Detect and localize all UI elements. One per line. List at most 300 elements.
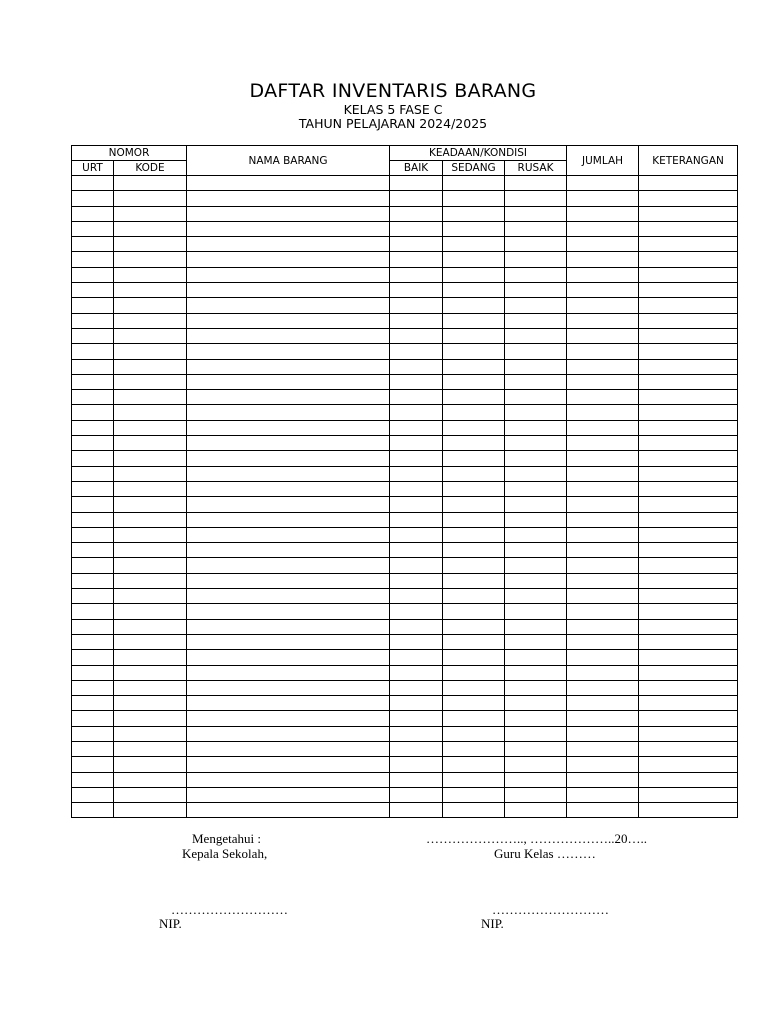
table-cell [505, 589, 567, 604]
table-row [72, 405, 738, 420]
table-cell [72, 665, 114, 680]
table-cell [187, 466, 390, 481]
table-cell [187, 436, 390, 451]
signature-teacher-nip: NIP. [481, 916, 504, 931]
table-cell [187, 497, 390, 512]
table-cell [187, 803, 390, 818]
table-cell [114, 436, 187, 451]
table-cell [639, 650, 738, 665]
table-cell [72, 481, 114, 496]
table-cell [505, 558, 567, 573]
table-cell [567, 711, 639, 726]
table-cell [187, 374, 390, 389]
header-kode: KODE [114, 161, 187, 176]
table-cell [114, 451, 187, 466]
table-cell [567, 451, 639, 466]
table-cell [443, 298, 505, 313]
table-cell [72, 283, 114, 298]
table-cell [187, 206, 390, 221]
table-row [72, 436, 738, 451]
table-cell [505, 313, 567, 328]
table-cell [639, 451, 738, 466]
table-cell [390, 283, 443, 298]
table-cell [505, 650, 567, 665]
table-cell [567, 405, 639, 420]
signature-principal-nip: NIP. [159, 916, 182, 931]
table-cell [72, 527, 114, 542]
table-cell [390, 237, 443, 252]
table-row [72, 390, 738, 405]
table-cell [567, 665, 639, 680]
table-cell [114, 512, 187, 527]
table-cell [639, 726, 738, 741]
table-cell [505, 481, 567, 496]
table-cell [114, 711, 187, 726]
table-cell [72, 436, 114, 451]
table-row [72, 634, 738, 649]
table-cell [443, 497, 505, 512]
table-cell [567, 191, 639, 206]
table-cell [639, 466, 738, 481]
table-cell [114, 558, 187, 573]
table-cell [72, 237, 114, 252]
table-cell [114, 344, 187, 359]
table-row [72, 543, 738, 558]
table-cell [114, 665, 187, 680]
table-cell [443, 252, 505, 267]
table-cell [114, 680, 187, 695]
table-cell [443, 787, 505, 802]
table-row [72, 206, 738, 221]
table-cell [567, 344, 639, 359]
table-cell [390, 803, 443, 818]
table-row [72, 176, 738, 191]
table-cell [639, 252, 738, 267]
class-subtitle: KELAS 5 FASE C [343, 102, 443, 117]
table-cell [187, 527, 390, 542]
table-row [72, 374, 738, 389]
table-cell [567, 589, 639, 604]
table-cell [639, 436, 738, 451]
table-cell [567, 176, 639, 191]
table-cell [114, 696, 187, 711]
table-cell [187, 512, 390, 527]
table-cell [639, 573, 738, 588]
table-cell [114, 726, 187, 741]
header-rusak: RUSAK [505, 161, 567, 176]
table-cell [505, 772, 567, 787]
table-cell [567, 267, 639, 282]
table-cell [639, 298, 738, 313]
table-cell [639, 634, 738, 649]
table-cell [443, 665, 505, 680]
table-cell [639, 558, 738, 573]
signature-principal-title: Kepala Sekolah, [182, 846, 268, 861]
table-row [72, 466, 738, 481]
table-cell [505, 206, 567, 221]
table-cell [639, 221, 738, 236]
table-cell [72, 650, 114, 665]
table-cell [567, 726, 639, 741]
table-cell [114, 390, 187, 405]
table-cell [114, 328, 187, 343]
table-cell [390, 604, 443, 619]
inventory-table [71, 145, 738, 818]
table-body [72, 176, 738, 818]
table-cell [505, 283, 567, 298]
table-cell [443, 589, 505, 604]
table-cell [443, 237, 505, 252]
table-cell [72, 680, 114, 695]
table-row [72, 680, 738, 695]
table-cell [639, 283, 738, 298]
table-cell [390, 405, 443, 420]
table-cell [639, 481, 738, 496]
table-cell [505, 527, 567, 542]
table-cell [114, 466, 187, 481]
table-cell [443, 543, 505, 558]
table-cell [567, 481, 639, 496]
table-cell [390, 191, 443, 206]
table-cell [567, 757, 639, 772]
table-cell [390, 650, 443, 665]
table-cell [443, 757, 505, 772]
table-cell [505, 267, 567, 282]
table-cell [639, 680, 738, 695]
table-cell [443, 696, 505, 711]
table-cell [443, 680, 505, 695]
table-cell [639, 512, 738, 527]
table-row [72, 619, 738, 634]
table-cell [443, 191, 505, 206]
table-cell [72, 787, 114, 802]
table-cell [114, 252, 187, 267]
table-cell [390, 680, 443, 695]
table-cell [72, 206, 114, 221]
table-cell [567, 772, 639, 787]
table-row [72, 344, 738, 359]
table-cell [187, 634, 390, 649]
table-cell [505, 619, 567, 634]
table-cell [390, 787, 443, 802]
table-cell [390, 420, 443, 435]
table-row [72, 497, 738, 512]
table-cell [72, 221, 114, 236]
table-cell [187, 420, 390, 435]
table-cell [505, 359, 567, 374]
table-cell [72, 573, 114, 588]
table-cell [390, 221, 443, 236]
table-cell [639, 328, 738, 343]
header-keadaan-kondisi: KEADAAN/KONDISI [390, 146, 567, 161]
table-cell [567, 466, 639, 481]
table-cell [390, 543, 443, 558]
table-cell [639, 619, 738, 634]
table-cell [390, 313, 443, 328]
table-cell [567, 252, 639, 267]
table-cell [187, 191, 390, 206]
table-cell [114, 604, 187, 619]
table-cell [390, 374, 443, 389]
table-cell [114, 298, 187, 313]
table-row [72, 558, 738, 573]
table-cell [443, 328, 505, 343]
table-cell [567, 787, 639, 802]
table-cell [505, 634, 567, 649]
table-cell [187, 405, 390, 420]
table-row [72, 512, 738, 527]
table-cell [187, 283, 390, 298]
table-row [72, 527, 738, 542]
table-cell [639, 696, 738, 711]
table-cell [505, 497, 567, 512]
table-cell [72, 512, 114, 527]
table-cell [114, 267, 187, 282]
table-cell [639, 405, 738, 420]
table-cell [187, 344, 390, 359]
table-cell [390, 558, 443, 573]
table-cell [639, 604, 738, 619]
table-cell [390, 481, 443, 496]
table-cell [72, 634, 114, 649]
table-cell [114, 543, 187, 558]
table-cell [639, 711, 738, 726]
table-cell [567, 696, 639, 711]
signature-place-date: ………………….., ………………..20….. [426, 831, 647, 846]
table-cell [72, 497, 114, 512]
year-subtitle: TAHUN PELAJARAN 2024/2025 [298, 116, 488, 131]
table-cell [639, 772, 738, 787]
table-cell [505, 374, 567, 389]
table-cell [443, 512, 505, 527]
table-cell [187, 313, 390, 328]
table-cell [114, 191, 187, 206]
table-cell [187, 772, 390, 787]
table-cell [639, 359, 738, 374]
table-cell [567, 313, 639, 328]
table-row [72, 283, 738, 298]
table-cell [639, 390, 738, 405]
table-cell [72, 344, 114, 359]
table-cell [72, 298, 114, 313]
table-cell [72, 191, 114, 206]
table-cell [443, 772, 505, 787]
table-cell [72, 741, 114, 756]
table-row [72, 741, 738, 756]
table-cell [390, 619, 443, 634]
table-cell [567, 221, 639, 236]
table-cell [390, 589, 443, 604]
table-cell [567, 420, 639, 435]
header-baik: BAIK [390, 161, 443, 176]
table-cell [72, 726, 114, 741]
table-cell [505, 176, 567, 191]
table-cell [443, 527, 505, 542]
table-cell [390, 573, 443, 588]
table-cell [114, 787, 187, 802]
table-cell [114, 527, 187, 542]
table-cell [72, 359, 114, 374]
table-cell [443, 221, 505, 236]
table-cell [505, 191, 567, 206]
table-cell [505, 436, 567, 451]
table-cell [567, 283, 639, 298]
table-row [72, 573, 738, 588]
table-cell [114, 573, 187, 588]
table-cell [639, 176, 738, 191]
table-cell [114, 634, 187, 649]
table-cell [567, 512, 639, 527]
table-cell [114, 313, 187, 328]
table-cell [390, 696, 443, 711]
table-cell [390, 176, 443, 191]
table-row [72, 757, 738, 772]
header-sedang: SEDANG [443, 161, 505, 176]
table-cell [187, 665, 390, 680]
table-cell [505, 237, 567, 252]
table-cell [72, 772, 114, 787]
table-cell [443, 206, 505, 221]
table-row [72, 803, 738, 818]
table-cell [114, 405, 187, 420]
table-cell [567, 527, 639, 542]
table-cell [187, 680, 390, 695]
table-cell [114, 283, 187, 298]
table-cell [187, 604, 390, 619]
table-cell [567, 558, 639, 573]
header-keterangan: KETERANGAN [639, 146, 738, 176]
table-cell [505, 665, 567, 680]
table-cell [390, 344, 443, 359]
table-cell [114, 221, 187, 236]
table-cell [72, 420, 114, 435]
table-row [72, 696, 738, 711]
table-cell [72, 604, 114, 619]
table-cell [505, 543, 567, 558]
table-cell [187, 359, 390, 374]
table-cell [639, 206, 738, 221]
table-cell [187, 451, 390, 466]
table-cell [639, 665, 738, 680]
table-cell [639, 527, 738, 542]
table-cell [639, 237, 738, 252]
table-cell [390, 741, 443, 756]
table-cell [443, 176, 505, 191]
table-cell [390, 436, 443, 451]
table-cell [390, 267, 443, 282]
table-cell [187, 619, 390, 634]
table-cell [443, 573, 505, 588]
table-cell [72, 558, 114, 573]
table-cell [567, 543, 639, 558]
table-row [72, 328, 738, 343]
table-cell [114, 359, 187, 374]
table-cell [443, 313, 505, 328]
signature-teacher-name-line: ……………………… [492, 902, 609, 917]
table-cell [443, 451, 505, 466]
table-cell [72, 757, 114, 772]
table-row [72, 313, 738, 328]
table-cell [187, 741, 390, 756]
table-cell [187, 558, 390, 573]
table-cell [443, 558, 505, 573]
table-row [72, 451, 738, 466]
table-cell [187, 787, 390, 802]
table-cell [443, 803, 505, 818]
table-cell [567, 436, 639, 451]
table-cell [114, 420, 187, 435]
table-cell [390, 497, 443, 512]
table-cell [72, 711, 114, 726]
table-cell [390, 711, 443, 726]
table-cell [567, 741, 639, 756]
table-cell [443, 359, 505, 374]
header-nomor: NOMOR [72, 146, 187, 161]
table-cell [390, 726, 443, 741]
table-row [72, 359, 738, 374]
table-cell [639, 374, 738, 389]
table-cell [114, 619, 187, 634]
table-cell [505, 741, 567, 756]
table-cell [390, 252, 443, 267]
table-row [72, 191, 738, 206]
table-cell [567, 298, 639, 313]
table-cell [72, 451, 114, 466]
header-urt: URT [72, 161, 114, 176]
table-cell [390, 772, 443, 787]
table-cell [567, 634, 639, 649]
table-row [72, 726, 738, 741]
table-cell [443, 741, 505, 756]
table-cell [505, 803, 567, 818]
table-cell [187, 267, 390, 282]
table-cell [390, 527, 443, 542]
table-cell [114, 757, 187, 772]
table-cell [114, 497, 187, 512]
table-header [72, 146, 738, 176]
table-cell [114, 481, 187, 496]
table-cell [639, 757, 738, 772]
table-cell [505, 298, 567, 313]
table-cell [443, 390, 505, 405]
table-cell [187, 711, 390, 726]
table-cell [567, 803, 639, 818]
table-cell [390, 328, 443, 343]
table-cell [505, 252, 567, 267]
table-cell [505, 680, 567, 695]
table-cell [72, 390, 114, 405]
signature-teacher-title: Guru Kelas ……… [494, 846, 596, 861]
table-cell [639, 803, 738, 818]
table-cell [72, 405, 114, 420]
table-cell [567, 573, 639, 588]
table-row [72, 252, 738, 267]
table-cell [639, 497, 738, 512]
table-cell [72, 267, 114, 282]
table-cell [505, 726, 567, 741]
signature-known-label: Mengetahui : [192, 831, 261, 846]
table-cell [505, 344, 567, 359]
table-cell [639, 741, 738, 756]
table-row [72, 787, 738, 802]
table-cell [505, 328, 567, 343]
table-cell [390, 466, 443, 481]
table-row [72, 221, 738, 236]
table-cell [505, 696, 567, 711]
table-cell [187, 237, 390, 252]
table-cell [187, 481, 390, 496]
table-row [72, 267, 738, 282]
